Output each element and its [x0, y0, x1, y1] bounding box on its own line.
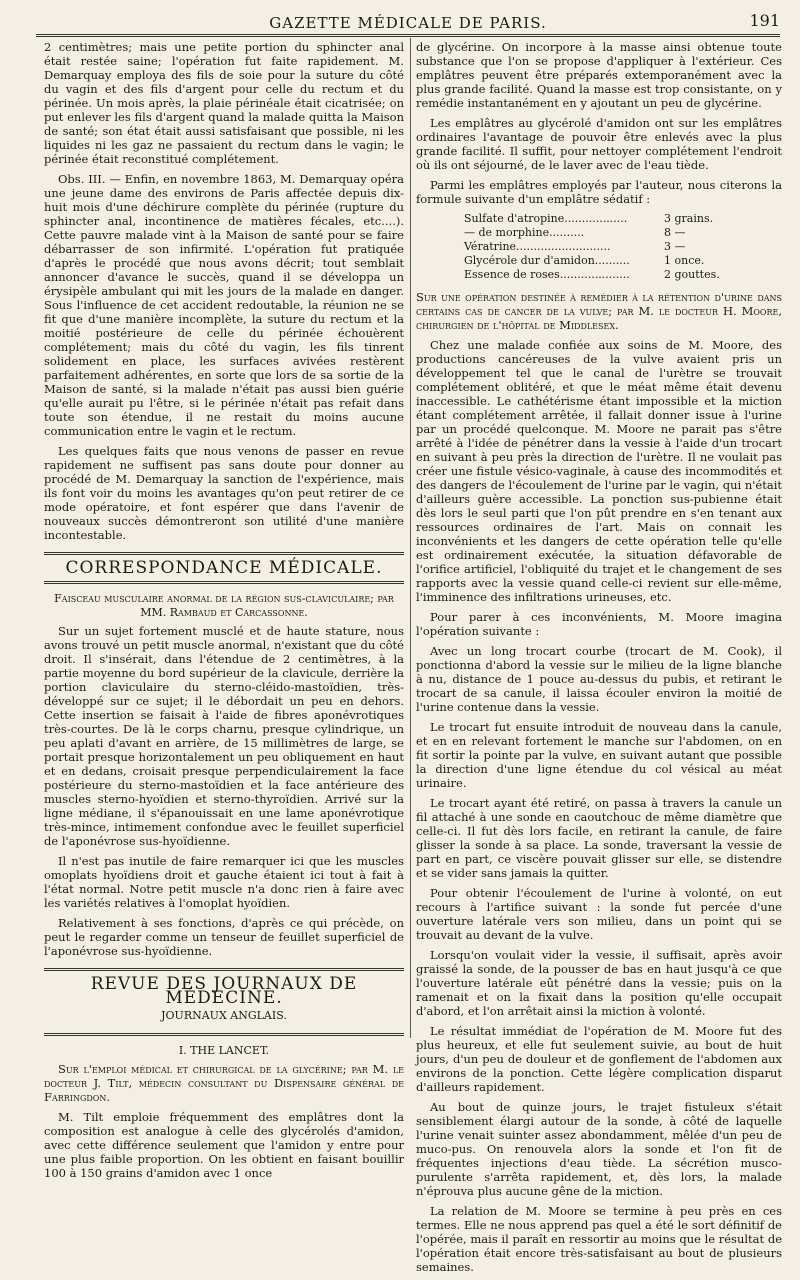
article-subtitle: Faisceau musculaire anormal de la région sus-claviculaire; par MM. Rambaud et Carcassonne.	[54, 592, 394, 619]
section-heading-box	[44, 968, 404, 1036]
paragraph: Sur un sujet fortement musclé et de haute stature, nous avons trouvé un petit muscle anormal, n'existant que du côté droit. Il s'insérait, dans l'étendue de 2 centimètres, à la partie moyenne du bord supérieur de la clavicule, derrière la portion claviculaire du sterno-cléido-mastoïdien, très-développé sur ce sujet; il le débordait un peu en dehors. Cette insertion se faisait à l'aide de fibres aponévrotiques très-courtes. De là le corps charnu, presque cylindrique, un peu aplati d'avant en arrière, de 15 millimètres de large, se portait presque horizontalement un peu obliquement en haut et en dedans, croisait presque perpendiculairement la face postérieure du sterno-mastoïdien et la face antérieure des muscles sterno-hyoïdien et sterno-thyroïdien. Arrivé sur la ligne médiane, il s'épanouissait en une lame aponévrotique très-mince, intimement confondue avec le feuillet superficiel de l'aponévrose sus-hyoïdienne.	[44, 624, 404, 848]
recipe-list	[464, 212, 782, 282]
section-title: CORRESPONDANCE MÉDICALE.	[65, 558, 383, 578]
paragraph: Obs. III. — Enfin, en novembre 1863, M. Demarquay opéra une jeune dame des environs de Paris affectée depuis dix-huit mois d'une déchirure complète du périnée (rupture du sphincter anal, incontinence de matières fécales, etc....). Cette pauvre malade vint à la Maison de santé pour se faire débarrasser de son infirmité. L'opération fut pratiquée d'après le procédé que nous avons décrit; tout semblait annoncer d'avance le succès, quand il se développa un érysipèle ambulant qui mit les jours de la malade en danger. Sous l'influence de cet accident redoutable, la réunion ne se fit que d'une manière incomplète, la suture du rectum et la moitié postérieure de celle du périnée échouèrent complétement; mais du côté du vagin, les fils tinrent solidement en place, les surfaces avivées restèrent parfaitement adhérentes, en sorte que lors de sa sortie de la Maison de santé, si la malade n'était pas aussi bien guérie qu'elle aurait pu l'être, si le périnée n'était pas refait dans toute son étendue, il ne restait du moins aucune communication entre le vagin et le rectum.	[44, 172, 404, 438]
recipe-row: — de morphine.......... 8 —	[464, 226, 686, 239]
paragraph: Relativement à ses fonctions, d'après ce qui précède, on peut le regarder comme un tenseur de feuillet superficiel de l'aponévrose sus-hyoïdienne.	[44, 916, 404, 958]
paragraph: Les quelques faits que nous venons de passer en revue rapidement ne suffisent pas sans doute pour donner au procédé de M. Demarquay la sanction de l'expérience, mais ils font voir du moins les avantages qu'on peut retirer de ce mode opératoire, et font espérer que dans l'avenir de nouveaux succès démontreront son utilité d'une manière incontestable.	[44, 444, 404, 542]
left-column	[44, 40, 404, 1186]
paragraph: de glycérine. On incorpore à la masse ainsi obtenue toute substance que l'on se propose d'appliquer à l'extérieur. Ces emplâtres peuvent être préparés extemporanément avec la plus grande facilité. Quand la masse est trop consistante, on y remédie instantanément en y ajoutant un peu de glycérine.	[416, 40, 782, 110]
section-title: REVUE DES JOURNAUX DE MÉDECINE.	[90, 974, 358, 1008]
journal-title: GAZETTE MÉDICALE DE PARIS.	[269, 14, 547, 32]
paragraph: Le résultat immédiat de l'opération de M. Moore fut des plus heureux, et elle fut seulement suivie, au bout de huit jours, d'un peu de douleur et de gonflement de l'abdomen aux environs de la ponction. Cette légère complication disparut d'ailleurs rapidement.	[416, 1024, 782, 1094]
journal-heading: I. THE LANCET.	[178, 1044, 270, 1057]
paragraph: 2 centimètres; mais une petite portion du sphincter anal était restée saine; l'opération fut faite rapidement. M. Demarquay employa des fils de soie pour la suture du côté du vagin et des fils d'argent pour celle du rectum et du périnée. Un mois après, la plaie périnéale était cicatrisée; on put enlever les fils d'argent quand la malade quitta la Maison de santé; son état était aussi satisfaisant que possible, ni les liquides ni les gaz ne passaient du rectum dans le vagin; le périnée était reconstitué complétement.	[44, 40, 404, 166]
section-subtitle: JOURNAUX ANGLAIS.	[161, 1009, 287, 1022]
paragraph: La relation de M. Moore se termine à peu près en ces termes. Elle ne nous apprend pas quel a été le sort définitif de l'opérée, mais il paraît en ressortir au moins que le résultat de l'opération était encore très-satisfaisant au bout de plusieurs semaines.	[416, 1204, 782, 1274]
column-divider	[410, 38, 411, 1038]
article-subtitle: Sur une opération destinée à remédier à la rétention d'urine dans certains cas de cancer de la vulve; par M. le docteur H. Moore, chirurgien de l'hôpital de Middlesex.	[416, 290, 782, 332]
paragraph: Au bout de quinze jours, le trajet fistuleux s'était sensiblement élargi autour de la sonde, à côté de laquelle l'urine venait suinter assez abondamment, mêlée d'un peu de muco-pus. On renouvela alors la sonde et l'on fit de fréquentes injections d'eau tiède. La sécrétion musco-purulente s'arrêta rapidement, et, dès lors, la malade n'éprouva plus aucune gêne de la miction.	[416, 1100, 782, 1198]
page-number: 191	[749, 11, 780, 30]
paragraph: Le trocart fut ensuite introduit de nouveau dans la canule, et en en relevant fortement le manche sur l'abdomen, on en fit sortir la pointe par la vulve, en suivant autant que possible la direction d'une ligne étendue du col vésical au méat urinaire.	[416, 720, 782, 790]
paragraph: M. Tilt emploie fréquemment des emplâtres dont la composition est analogue à celle des glycérolés d'amidon, avec cette différence seulement que l'amidon y entre pour une plus faible proportion. On les obtient en faisant bouillir 100 à 150 grains d'amidon avec 1 once	[44, 1110, 404, 1180]
paragraph: Le trocart ayant été retiré, on passa à travers la canule un fil attaché à une sonde en caoutchouc de même diamètre que celle-ci. Il fut dès lors facile, en retirant la canule, de faire glisser la sonde à sa place. La sonde, traversant la vessie de part en part, ce viscère pouvait glisser sur elle, se distendre et se vider sans jamais la quitter.	[416, 796, 782, 880]
paragraph: Il n'est pas inutile de faire remarquer ici que les muscles omoplats hyoïdiens droit et gauche étaient ici tout à fait à l'état normal. Notre petit muscle n'a donc rien à faire avec les variétés relatives à l'omoplat hyoïdien.	[44, 854, 404, 910]
paragraph: Parmi les emplâtres employés par l'auteur, nous citerons la formule suivante d'un emplâtre sédatif :	[416, 178, 782, 206]
paragraph: Pour obtenir l'écoulement de l'urine à volonté, on eut recours à l'artifice suivant : la sonde fut percée d'une ouverture latérale vers son milieu, dans un point qui se trouvait au devant de la vulve.	[416, 886, 782, 942]
paragraph: Les emplâtres au glycérolé d'amidon ont sur les emplâtres ordinaires l'avantage de pouvoir être enlevés avec la plus grande facilité. Il suffit, pour nettoyer complétement l'endroit où ils ont séjourné, de le laver avec de l'eau tiède.	[416, 116, 782, 172]
section-heading-box	[44, 552, 404, 584]
paragraph: Pour parer à ces inconvénients, M. Moore imagina l'opération suivante :	[416, 610, 782, 638]
header-rule	[36, 34, 780, 37]
paragraph: Avec un long trocart courbe (trocart de M. Cook), il ponctionna d'abord la vessie sur le milieu de la ligne blanche à nu, distance de 1 pouce au-dessus du pubis, et retirant le trocart de sa canule, il laissa écouler environ la moitié de l'urine contenue dans la vessie.	[416, 644, 782, 714]
right-column	[416, 40, 782, 1280]
paragraph: Chez une malade confiée aux soins de M. Moore, des productions cancéreuses de la vulve avaient pris un développement tel que le canal de l'urètre se trouvait complétement oblitéré, et que le méat même était devenu inaccessible. Le cathétérisme étant impossible et la miction étant complétement arrêtée, il fallait donner issue à l'urine par un procédé quelconque. M. Moore ne parait pas s'être arrêté à l'idée de pénétrer dans la vessie à l'aide d'un trocart en suivant à peu près la direction de l'urètre. Il ne voulait pas créer une fistule vésico-vaginale, à cause des incommodités et des dangers de l'écoulement de l'urine par le vagin, qui n'était d'ailleurs guère accessible. La ponction sus-pubienne était dès lors le seul parti que l'on pût prendre en s'en tenant aux ressources ordinaires de l'art. Mais on connait les inconvénients et les dangers de cette opération telle qu'elle est ordinairement exécutée, la situation défavorable de l'orifice artificiel, l'obliquité du trajet et le changement de ses rapports avec la vessie quand celle-ci revient sur elle-même, l'imminence des infiltrations urineuses, etc.	[416, 338, 782, 604]
recipe-row: Sulfate d'atropine.................. 3 grains.	[464, 212, 714, 225]
paragraph: Lorsqu'on voulait vider la vessie, il suffisait, après avoir graissé la sonde, de la pousser de bas en haut jusqu'à ce que l'ouverture latérale eût pénétré dans la vessie; puis on la ramenait et on la fixait dans la position qu'elle occupait d'abord, et l'on arrêtait ainsi la miction à volonté.	[416, 948, 782, 1018]
recipe-row: Glycérole dur d'amidon.......... 1 once.	[464, 254, 705, 267]
article-subtitle: Sur l'emploi médical et chirurgical de la glycérine; par M. le docteur J. Tilt, médecin consultant du Dispensaire général de Farringdon.	[44, 1062, 404, 1104]
recipe-row: Vératrine........................... 3 —	[464, 240, 686, 253]
recipe-row: Essence de roses.................... 2 gouttes.	[464, 268, 720, 281]
